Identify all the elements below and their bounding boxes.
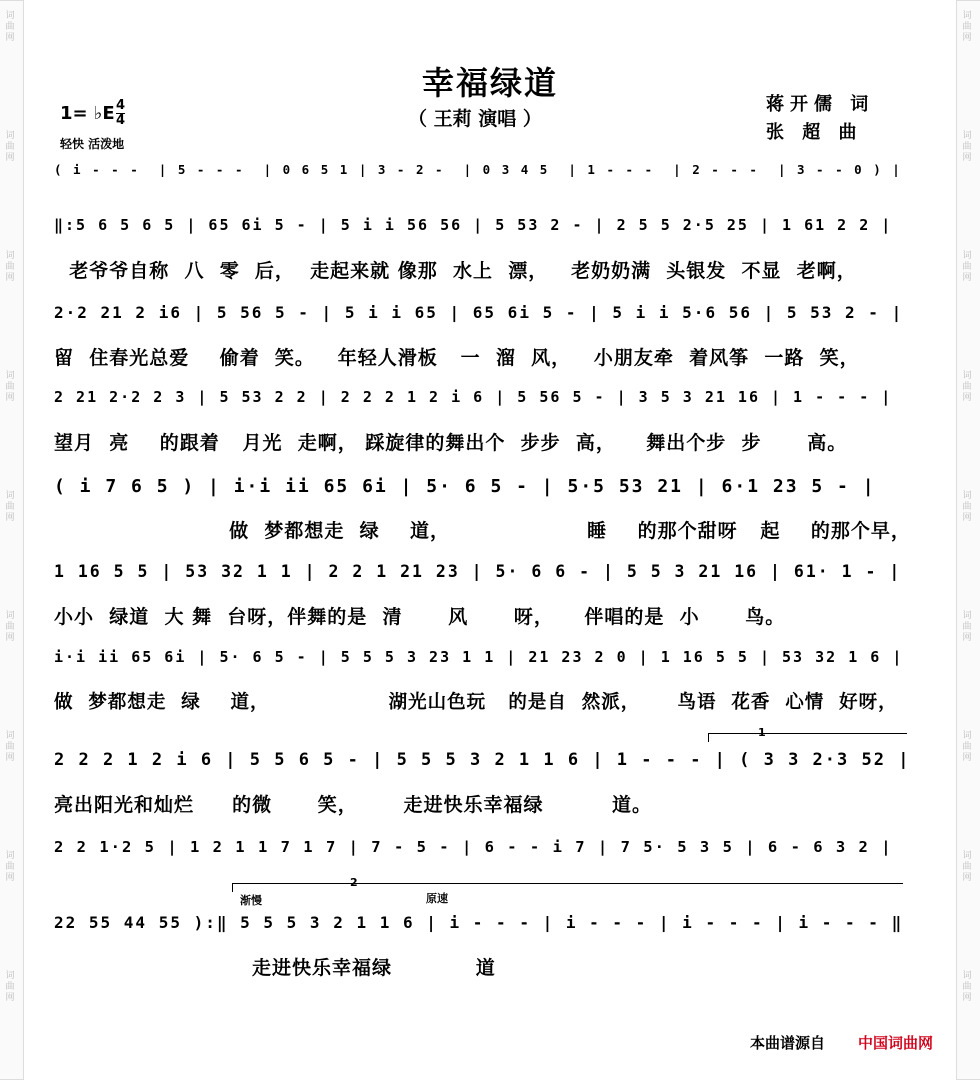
watermark-text: 词曲网: [962, 251, 972, 283]
lyric-line: 做 梦都想走 绿 道， 湖光山色玩 的是自 然派， 鸟语 花香 心情 好呀，: [54, 692, 898, 713]
lyric-line: 留 住春光总爱 偷着 笑。 年轻人滑板 一 溜 风， 小朋友牵 着风筝 一路 笑，: [54, 347, 860, 369]
watermark-text: 词曲网: [5, 611, 15, 643]
watermark-text: 词曲网: [5, 371, 15, 403]
watermark-text: 词曲网: [962, 971, 972, 1003]
notation-line: 2 2 2 1 2 i 6 | 5 5 6 5 - | 5 5 5 3 2 1 1 6 | 1 - - - | ( 3 3 2·3 52 |: [54, 750, 911, 770]
lyric-line: 老爷爷自称 八 零 后， 走起来就 像那 水上 漂， 老奶奶满 头银发 不显 老啊，: [54, 260, 857, 282]
notation-line: 2 2 1·2 5 | 1 2 1 1 7 1 7 | 7 - 5 - | 6 - - i 7 | 7 5· 5 3 5 | 6 - 6 3 2 |: [54, 838, 893, 856]
time-signature-top: 4: [116, 98, 126, 113]
watermark-text: 词曲网: [5, 731, 15, 763]
left-watermark-strip: [0, 0, 24, 1080]
notation-line: 2 21 2·2 2 3 | 5 53 2 2 | 2 2 2 1 2 i 6 | 5 56 5 - | 3 5 3 21 16 | 1 - - - |: [54, 388, 893, 406]
watermark-text: 词曲网: [5, 11, 15, 43]
lyric-line: 望月 亮 的跟着 月光 走啊， 踩旋律的舞出个 步步 高， 舞出个步 步 高。: [54, 432, 848, 454]
volta-2-label: 2: [350, 876, 358, 889]
notation-line: 22 55 44 55 ):‖ 5 5 5 3 2 1 1 6 | i - - - | i - - - | i - - - | i - - - ‖: [54, 913, 904, 932]
right-watermark-strip: [956, 0, 980, 1080]
performer-credit: （ 王莉 演唱 ）: [408, 108, 542, 130]
song-title: 幸福绿道: [421, 64, 558, 102]
watermark-text: 词曲网: [962, 731, 972, 763]
watermark-text: 词曲网: [962, 131, 972, 163]
watermark-text: 词曲网: [5, 971, 15, 1003]
composer-credit: 张 超 曲: [766, 122, 863, 143]
notation-line: ( i 7 6 5 ) | i·i ii 65 6i | 5· 6 5 - | 5·5 53 21 | 6·1 23 5 - |: [54, 476, 876, 497]
watermark-text: 词曲网: [5, 251, 15, 283]
lyricist-credit: 蒋开儒 词: [766, 94, 875, 115]
time-signature: [116, 99, 125, 128]
tempo-marking: 轻快 活泼地: [60, 137, 125, 151]
notation-line: ( i - - - | 5 - - - | 0 6 5 1 | 3 - 2 - | 0 3 4 5 | 1 - - - | 2 - - - | 3 - - 0 ) |: [54, 162, 902, 177]
notation-line: ‖:5 6 5 6 5 | 65 6i 5 - | 5 i i 56 56 | 5 53 2 - | 2 5 5 2·5 25 | 1 61 2 2 |: [54, 216, 893, 234]
ritardando-mark: 渐慢: [240, 894, 262, 907]
watermark-text: 词曲网: [962, 611, 972, 643]
watermark-text: 词曲网: [962, 851, 972, 883]
notation-line: i·i ii 65 6i | 5· 6 5 - | 5 5 5 3 23 1 1 | 21 23 2 0 | 1 16 5 5 | 53 32 1 6 |: [54, 648, 904, 666]
watermark-text: 词曲网: [5, 491, 15, 523]
watermark-text: 词曲网: [5, 851, 15, 883]
lyric-line: 走进快乐幸福绿 道: [54, 957, 496, 979]
a-tempo-mark: 原速: [426, 892, 448, 905]
watermark-text: 词曲网: [962, 371, 972, 403]
watermark-text: 词曲网: [962, 11, 972, 43]
lyric-line: 小小 绿道 大 舞 台呀，伴舞的是 清 风 呀， 伴唱的是 小 鸟。: [54, 606, 786, 628]
volta-1-label: 1: [758, 726, 766, 739]
time-signature-bottom: 4: [116, 113, 126, 128]
lyric-line: 亮出阳光和灿烂 的微 笑， 走进快乐幸福绿 道。: [54, 794, 652, 816]
volta-bracket-2: [232, 883, 903, 892]
watermark-text: 词曲网: [962, 491, 972, 523]
notation-line: 2·2 21 2 i6 | 5 56 5 - | 5 i i 65 | 65 6i 5 - | 5 i i 5·6 56 | 5 53 2 - |: [54, 303, 904, 322]
notation-line: 1 16 5 5 | 53 32 1 1 | 2 2 1 21 23 | 5· 6 6 - | 5 5 3 21 16 | 61· 1 - |: [54, 562, 902, 581]
key-signature: 1= ♭E: [60, 103, 115, 124]
watermark-text: 词曲网: [5, 131, 15, 163]
source-brand-link[interactable]: 中国词曲网: [858, 1034, 934, 1052]
lyric-line: 做 梦都想走 绿 道， 睡 的那个甜呀 起 的那个早，: [54, 520, 911, 542]
volta-bracket-1: [708, 733, 907, 742]
source-label: 本曲谱源自: [750, 1034, 826, 1052]
